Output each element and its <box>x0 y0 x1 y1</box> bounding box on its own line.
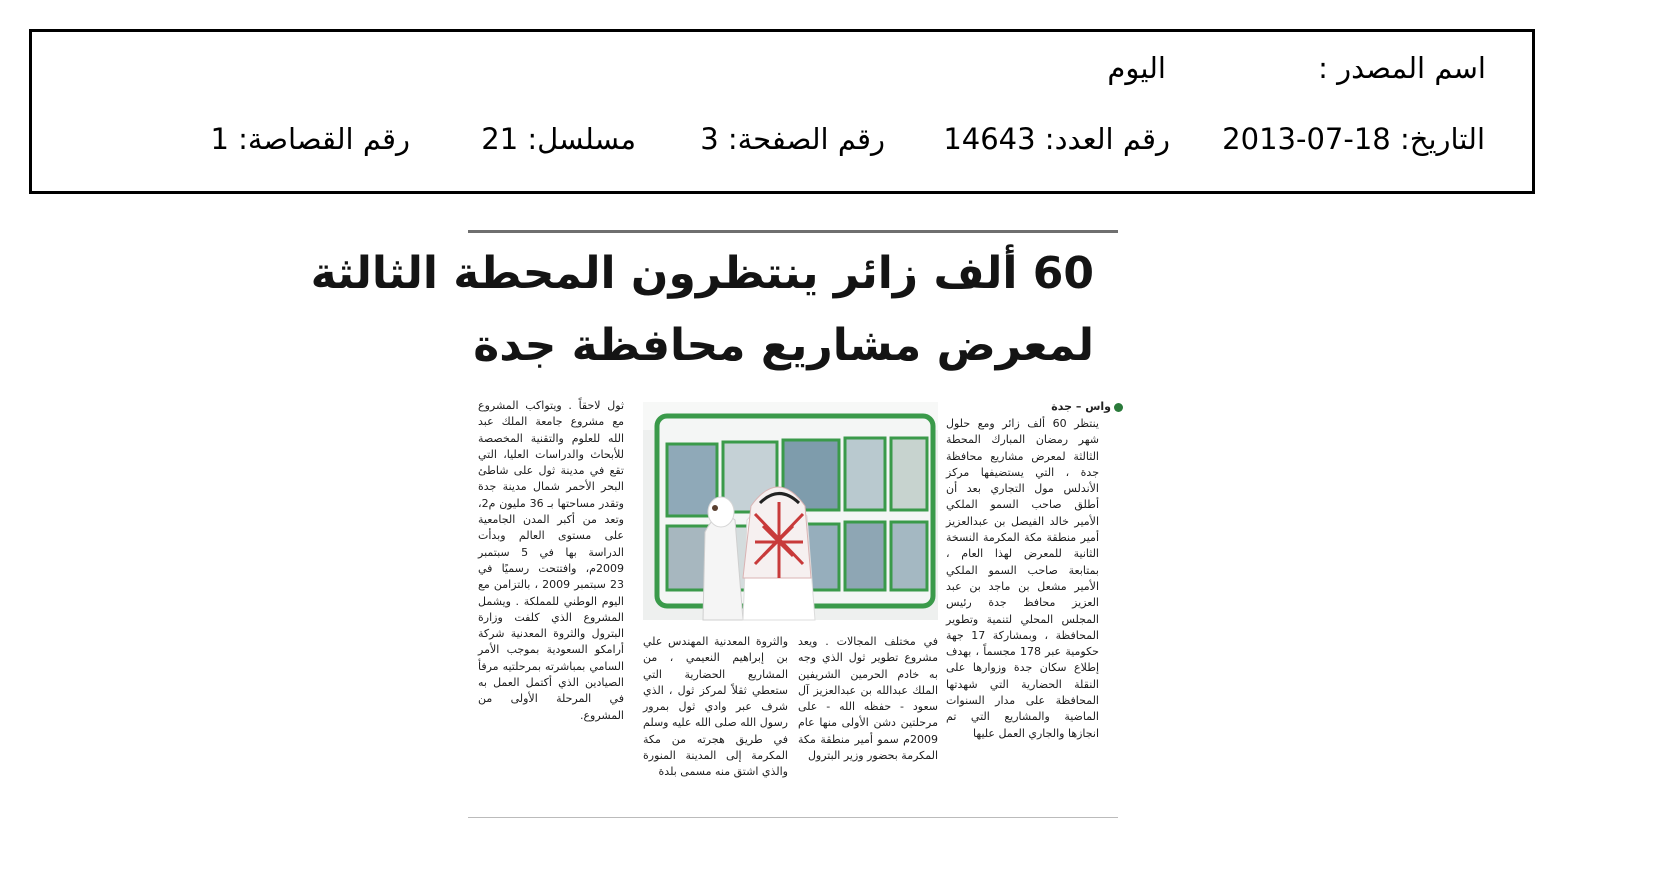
article-column-1: ينتظر 60 ألف زائر ومع حلول شهر رمضان المبارك المحطة الثالثة لمعرض مشاريع محافظة جدة ، التي يستضيفها مركز الأندلس مول التجاري بعد أن أطلق صاحب السمو الملكي الأمير خالد الفيصل بن عبدالعزيز أمير منطقة مكة المكرمة النسخة الثانية للمعرض لهذا العام ، بمتابعة صاحب السمو الملكي الأمير مشعل بن ماجد بن عبد العزيز محافظ جدة رئيس المجلس المحلي لتنمية وتطوير المحافظة ، وبمشاركة 17 جهة حكومية عبر 178 مجسماً ، بهدف إطلاع سكان جدة وزوارها على النقلة الحضارية التي شهدتها المحافظة على مدار السنوات الماضية والمشاريع التي تم انجازها والجاري العمل عليها <box>946 417 1099 740</box>
date-field: التاريخ: 18-07-2013 <box>1222 122 1485 156</box>
bottom-rule <box>468 817 1118 818</box>
top-rule <box>468 230 1118 233</box>
clipping-number-field: رقم القصاصة: 1 <box>210 122 410 156</box>
bullet-dot-icon <box>1114 403 1123 412</box>
article-column-3: والثروة المعدنية المهندس علي بن إبراهيم النعيمي ، من المشاريع الحضارية التي ستعطي ثقلاً لمركز ثول ، الذي شرف عبر وادي ثول بمرور رسول الله صلى الله عليه وسلم في طريق هجرته من مكة المكرمة إلى المدينة المنورة والذي اشتق منه مسمى بلدة <box>643 635 788 779</box>
serial-field: مسلسل: 21 <box>481 122 636 156</box>
article-column-4: ثول لاحقاً . ويتواكب المشروع مع مشروع جامعة الملك عبد الله للعلوم والتقنية المخصصة للأبحاث والدراسات العليا، التي تقع في مدينة ثول على شاطئ البحر الأحمر شمال مدينة جدة وتقدر مساحتها بـ 36 مليون م2، وتعد من أكبر المدن الجامعية على مستوى العالم وبدأت الدراسة بها في 5 سبتمبر 2009م، وافتتحت رسميًا في 23 سبتمبر 2009 ، بالتزامن مع اليوم الوطني للمملكة . ويشمل المشروع الذي كلفت وزارة البترول والثروة المعدنية شركة أرامكو السعودية بموجب الأمر السامي بمباشرته بمرحلتيه مرفأ الصيادين الذي أكتمل العمل به في المرحلة الأولى من المشروع. <box>478 399 624 722</box>
exhibition-photo <box>643 402 938 620</box>
source-value: اليوم <box>1107 51 1166 85</box>
byline <box>1048 400 1123 416</box>
issue-number-field: رقم العدد: 14643 <box>943 122 1170 156</box>
article-column-2: في مختلف المجالات . ويعد مشروع تطوير ثول الذي وجه به خادم الحرمين الشريفين الملك عبدالله بن عبدالعزيز آل سعود - حفظه الله - على مرحلتين دشن الأولى منها عام 2009م سمو أمير منطقة مكة المكرمة بحضور وزير البترول <box>798 635 938 763</box>
newspaper-clipping <box>310 230 1118 820</box>
source-label: اسم المصدر : <box>1318 51 1486 85</box>
page-number-field: رقم الصفحة: 3 <box>700 122 885 156</box>
byline-text: واس – جدة <box>1051 400 1111 413</box>
headline-line-2: لمعرض مشاريع محافظة جدة <box>473 320 1094 371</box>
headline-line-1: 60 ألف زائر ينتظرون المحطة الثالثة <box>310 248 1094 299</box>
clipping-metadata-box <box>29 29 1535 194</box>
exhibition-photo-illustration <box>643 402 938 620</box>
